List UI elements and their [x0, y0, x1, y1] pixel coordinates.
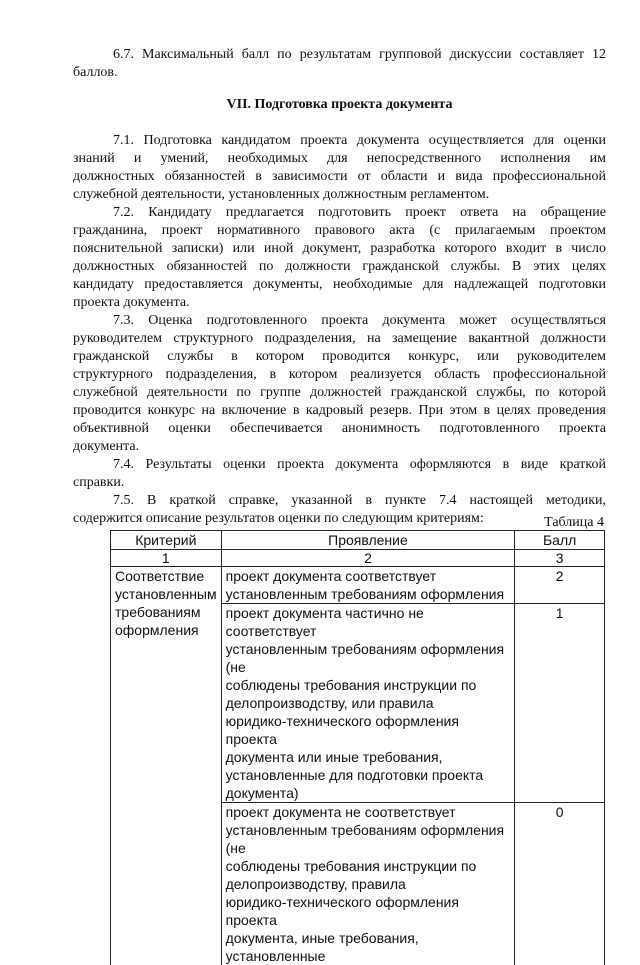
p73-line-5: служебной деятельности по группе должностей гражданской службы, по которой	[73, 384, 606, 402]
criteria-table	[110, 530, 605, 965]
p74-line-1: 7.4. Результаты оценки проекта документа оформляются в виде краткой	[73, 456, 606, 474]
manifestation-line: проект документа частично не соответствует	[226, 604, 511, 640]
score-cell: 2	[515, 567, 605, 604]
p73-line-6: проводится конкурс на включение в кадровый резерв. При этом в целях проведения	[73, 402, 606, 420]
table-caption: Таблица 4	[544, 514, 604, 532]
score-cell: 0	[515, 803, 605, 965]
manifestation-line: установленные для подготовки проекта	[226, 766, 511, 784]
p74-line-2: справки.	[73, 474, 606, 492]
manifestation-line: документа или иные требования,	[226, 748, 511, 766]
manifestation-cell	[221, 567, 515, 604]
p72-line-3: пояснительной записки) или иной документ, разработка которого входит в число	[73, 240, 606, 258]
manifestation-line: документа, иные требования, установленные	[226, 929, 511, 965]
p75-line-2: содержится описание результатов оценки по следующим критериям:	[73, 510, 606, 528]
manifestation-cell	[221, 803, 515, 965]
p71-line-3: должностных обязанностей в зависимости от области и вида профессиональной	[73, 168, 606, 186]
p71-line-4: служебной деятельности, установленных должностным регламентом.	[73, 186, 606, 204]
header-score: Балл	[515, 531, 605, 550]
table-header-row	[111, 531, 605, 550]
section-title: VII. Подготовка проекта документа	[73, 96, 606, 114]
criterion-line: оформления	[115, 621, 217, 639]
p75-line-1: 7.5. В краткой справке, указанной в пункте 7.4 настоящей методики,	[73, 492, 606, 510]
score-cell: 1	[515, 604, 605, 803]
p73-line-7: объективной оценки обеспечивается анонимность подготовленного проекта	[73, 420, 606, 438]
manifestation-line: проект документа соответствует	[226, 567, 511, 585]
manifestation-cell	[221, 604, 515, 803]
manifestation-line: документа)	[226, 784, 511, 802]
col-number-3: 3	[515, 550, 605, 567]
manifestation-line: соблюдены требования инструкции по	[226, 857, 511, 875]
manifestation-line: установленным требованиям оформления (не	[226, 640, 511, 676]
p72-line-1: 7.2. Кандидату предлагается подготовить проект ответа на обращение	[73, 204, 606, 222]
p73-line-1: 7.3. Оценка подготовленного проекта документа может осуществляться	[73, 312, 606, 330]
p73-line-4: структурного подразделения, в котором реализуется область профессиональной	[73, 366, 606, 384]
manifestation-line: делопроизводству, или правила	[226, 694, 511, 712]
p73-line-8: документа.	[73, 438, 606, 456]
p72-line-4: должностных обязанностей по должности гражданской службы. В этих целях	[73, 258, 606, 276]
manifestation-line: установленным требованиям оформления (не	[226, 821, 511, 857]
table-number-row	[111, 550, 605, 567]
criterion-line: установленным	[115, 585, 217, 603]
criterion-line: требованиям	[115, 603, 217, 621]
p67-line-1: 6.7. Максимальный балл по результатам групповой дискуссии составляет 12	[73, 46, 606, 64]
manifestation-line: юридико-технического оформления проекта	[226, 712, 511, 748]
manifestation-line: соблюдены требования инструкции по	[226, 676, 511, 694]
p72-line-6: проекта документа.	[73, 294, 606, 312]
p71-line-2: знаний и умений, необходимых для непосредственного исполнения им	[73, 150, 606, 168]
p73-line-3: гражданской службы в котором проводится конкурс, или руководителем	[73, 348, 606, 366]
p72-line-2: гражданина, проект нормативного правового акта (с прилагаемым проектом	[73, 222, 606, 240]
p73-line-2: руководителем структурного подразделения, на замещение вакантной должности	[73, 330, 606, 348]
col-number-2: 2	[221, 550, 515, 567]
col-number-1: 1	[111, 550, 222, 567]
manifestation-line: проект документа не соответствует	[226, 803, 511, 821]
p67-line-2: баллов.	[73, 64, 606, 82]
manifestation-line: установленным требованиям оформления	[226, 585, 511, 603]
p71-line-1: 7.1. Подготовка кандидатом проекта документа осуществляется для оценки	[73, 132, 606, 150]
criterion-cell	[111, 567, 222, 965]
manifestation-line: делопроизводству, правила	[226, 875, 511, 893]
table-row	[111, 567, 605, 604]
manifestation-line: юридико-технического оформления проекта	[226, 893, 511, 929]
header-criterion: Критерий	[111, 531, 222, 550]
header-manifestation: Проявление	[221, 531, 515, 550]
p72-line-5: кандидату предоставляется документы, необходимые для надлежащей подготовки	[73, 276, 606, 294]
criterion-line: Соответствие	[115, 567, 217, 585]
